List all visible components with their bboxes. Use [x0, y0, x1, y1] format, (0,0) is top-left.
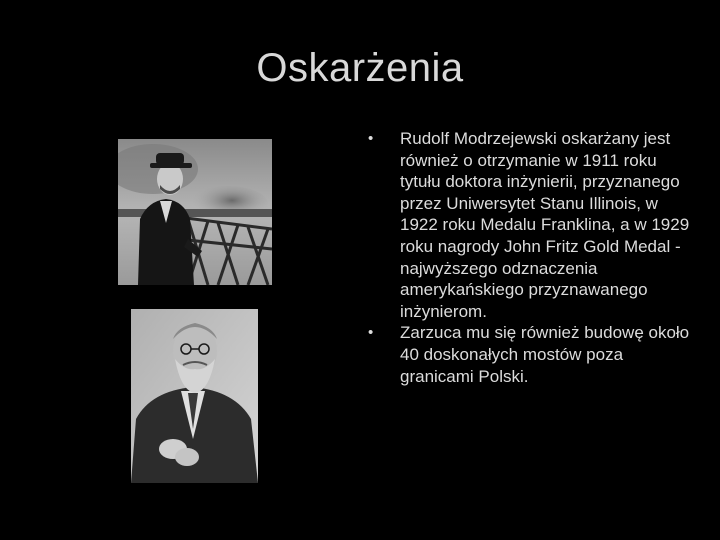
- slide-title: Oskarżenia: [256, 46, 464, 90]
- bullet-item-2: [366, 322, 696, 387]
- bullet-text-1: Rudolf Modrzejewski oskarżany jest również o otrzymanie w 1911 roku tytułu doktora inżynierii, przyznanego przez Uniwersytet Stanu Illinois, w 1922 roku Medalu Franklina, a w 1929 roku nagrody John Fritz Gold Medal - najwyższego odznaczenia amerykańskiego przyznawanego inżynierom.: [400, 129, 690, 321]
- photo-bearded-man: [131, 309, 258, 483]
- bullet-text-2: Zarzuca mu się również budowę około 40 doskonałych mostów poza granicami Polski.: [400, 323, 690, 386]
- bullet-marker: •: [368, 324, 374, 342]
- bullet-marker: •: [368, 130, 374, 147]
- photo-man-on-bridge: [118, 139, 272, 285]
- bullet-list: [366, 128, 696, 387]
- photo-man-on-bridge-image: [118, 139, 272, 285]
- bullet-item-1: [366, 128, 696, 322]
- photo-bearded-man-image: [131, 309, 258, 483]
